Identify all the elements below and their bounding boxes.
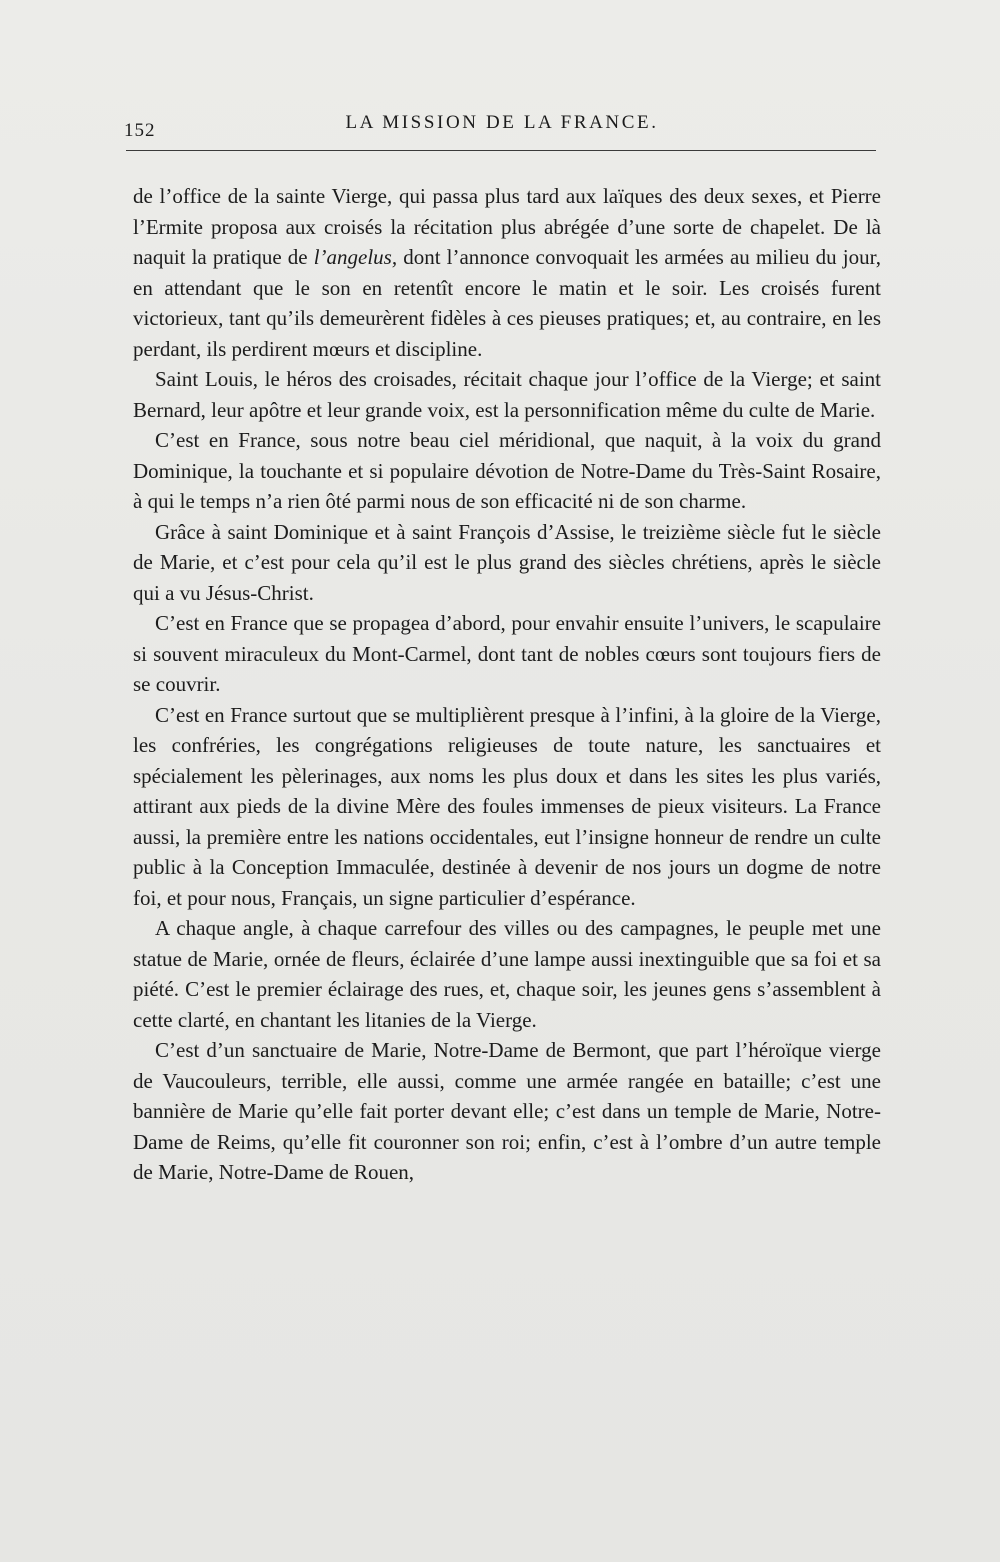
paragraph-2: Saint Louis, le héros des croisades, récitait chaque jour l’office de la Vierge; et saint Bernard, leur apôtre et leur grande voix, est la personnification même du culte de Marie. <box>133 367 881 422</box>
paragraph-7: A chaque angle, à chaque carrefour des villes ou des campagnes, le peuple met une statue de Marie, ornée de fleurs, éclairée d’une lampe aussi inextinguible que sa foi et sa piété. C’est le premier éclairage des rues, et, chaque soir, les jeunes gens s’assemblent à cette clarté, en chantant les litanies de la Vierge. <box>133 916 881 1032</box>
paragraph-1-before: de l’office de la sainte Vierge, qui passa plus tard aux laïques des deux sexes, et Pierre l’Ermite proposa aux croisés la récitation plus abrégée d’une sorte de chapelet. De là naquit la pratique de <box>133 184 881 269</box>
body-text <box>133 181 881 1188</box>
running-title: LA MISSION DE LA FRANCE. <box>345 112 659 133</box>
paragraph-5: C’est en France que se propagea d’abord, pour envahir ensuite l’univers, le scapulaire si souvent miraculeux du Mont-Carmel, dont tant de nobles cœurs sont toujours fiers de se couvrir. <box>133 611 881 696</box>
paragraph-1 <box>133 181 881 364</box>
italic-angelus: l’angelus, <box>313 245 398 269</box>
paragraph-8: C’est d’un sanctuaire de Marie, Notre-Dame de Bermont, que part l’héroïque vierge de Vaucouleurs, terrible, elle aussi, comme une armée rangée en bataille; c’est une bannière de Marie qu’elle fait porter devant elle; c’est dans un temple de Marie, Notre-Dame de Reims, qu’elle fit couronner son roi; enfin, c’est à l’ombre d’un autre temple de Marie, Notre-Dame de Rouen, <box>133 1038 881 1184</box>
page-number: 152 <box>124 120 156 141</box>
paragraph-1-after: dont l’annonce convoquait les armées au milieu du jour, en attendant que le son en retentît encore le matin et le soir. Les croisés furent victorieux, tant qu’ils demeurèrent fidèles à ces pieuses pratiques; et, au contraire, en les perdant, ils perdirent mœurs et discipline. <box>133 245 881 361</box>
running-head <box>124 112 880 142</box>
paragraph-3: C’est en France, sous notre beau ciel méridional, que naquit, à la voix du grand Dominique, la touchante et si populaire dévotion de Notre-Dame du Très-Saint Rosaire, à qui le temps n’a rien ôté parmi nous de son efficacité ni de son charme. <box>133 428 881 513</box>
paragraph-4: Grâce à saint Dominique et à saint François d’Assise, le treizième siècle fut le siècle de Marie, et c’est pour cela qu’il est le plus grand des siècles chrétiens, après le siècle qui a vu Jésus-Christ. <box>133 519 881 605</box>
header-rule <box>126 150 876 151</box>
paragraph-6: C’est en France surtout que se multiplièrent presque à l’infini, à la gloire de la Vierge, les confréries, les congrégations religieuses de toute nature, les sanctuaires et spécialement les pèlerinages, aux noms les plus doux et dans les sites les plus variés, attirant aux pieds de la divine Mère des foules immenses de pieux visiteurs. La France aussi, la première entre les nations occidentales, eut l’insigne honneur de rendre un culte public à la Conception Immaculée, destinée à devenir de nos jours un dogme de notre foi, et pour nous, Français, un signe particulier d’espérance. <box>133 702 881 910</box>
